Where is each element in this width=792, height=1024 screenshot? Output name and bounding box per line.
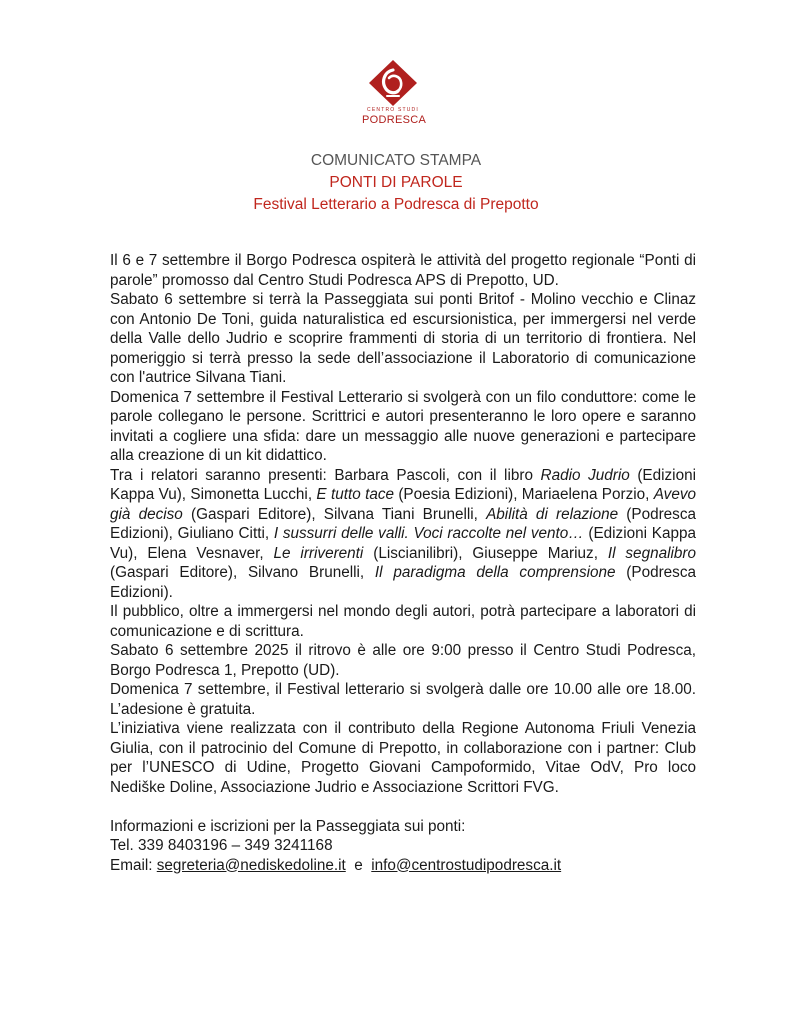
paragraph-meeting: Sabato 6 settembre 2025 il ritrovo è alle ore 9:00 presso il Centro Studi Podresca, Borgo Podresca 1, Prepotto (UD). (110, 642, 696, 679)
speakers-text: (Poesia Edizioni), Mariaelena Porzio, (393, 486, 654, 503)
speakers-text: (Podresca Edizioni). (110, 564, 696, 601)
email-label: Email: (110, 856, 157, 874)
logo-small-text: CENTRO STUDI (367, 107, 419, 113)
paragraph-public: Il pubblico, oltre a immergersi nel mondo degli autori, potrà partecipare a laboratori di comunicazione e di scrittura. (110, 603, 696, 640)
speakers-text: (Edizioni Kappa Vu), Simonetta Lucchi, (110, 466, 696, 503)
speakers-text: (Podresca Edizioni), Giuliano Citti, (110, 505, 696, 542)
book-title: E tutto tace (316, 486, 394, 503)
email-separator: e (345, 856, 372, 874)
paragraph-saturday: Sabato 6 settembre si terrà la Passeggiata sui ponti Britof - Molino vecchio e Clinaz con Antonio De Toni, guida naturalistica ed escursionistica, per immergersi nel verde della Valle dello Judrio e scoprire frammenti di storia di un territorio di frontiera. Nel pomeriggio si terrà presso la sede dell’associazione il Laboratorio di comunicazione con l'autrice Silvana Tiani. (110, 291, 696, 386)
paragraph-festival-hours: Domenica 7 settembre, il Festival letterario si svolgerà dalle ore 10.00 alle ore 18.00. L’adesione è gratuita. (110, 681, 696, 718)
contact-info: Informazioni e iscrizioni per la Passeggiata sui ponti: (110, 817, 466, 835)
book-title: Il segnalibro (607, 544, 696, 562)
book-title: I sussurri delle valli. Voci raccolte nel vento… (273, 525, 584, 542)
book-title: Le irriverenti (273, 544, 364, 562)
email-link-info[interactable]: info@centrostudipodresca.it (371, 856, 562, 874)
paragraph-speakers (110, 466, 696, 603)
logo-emblem-icon (362, 58, 424, 108)
paragraph-intro: Il 6 e 7 settembre il Borgo Podresca ospiterà le attività del progetto regionale “Ponti di parole” promosso dal Centro Studi Podresca APS di Prepotto, UD. (110, 252, 696, 289)
logo-name: PODRESCA (362, 114, 427, 126)
paragraph-sunday: Domenica 7 settembre il Festival Letterario si svolgerà con un filo conduttore: come le parole collegano le persone. Scrittrici e autori presenteranno le loro opere e saranno invitati a cogliere una sfida: dare un messaggio alle nuove generazioni e partecipare alla creazione di un kit didattico. (110, 388, 696, 464)
book-title: Avevo già deciso (110, 486, 696, 523)
contact-email-line (110, 856, 696, 876)
book-title: Abilità di relazione (486, 505, 619, 523)
book-title: Il paradigma della comprensione (374, 564, 616, 581)
email-link-segreteria[interactable]: segreteria@nediskedoline.it (156, 856, 346, 874)
book-title: Radio Judrio (540, 466, 630, 484)
speakers-text: (Gaspari Editore), Silvana Tiani Brunelli, (182, 505, 487, 523)
page-title: PONTI DI PAROLE (329, 174, 463, 191)
press-release-body (110, 251, 696, 875)
speakers-intro: Tra i relatori saranno presenti: Barbara Pascoli, con il libro (110, 466, 541, 484)
centro-studi-podresca-logo (362, 58, 427, 134)
page-subtitle: Festival Letterario a Podresca di Prepotto (253, 196, 539, 213)
press-release-label: COMUNICATO STAMPA (310, 152, 482, 169)
speakers-text: (Gaspari Editore), Silvano Brunelli, (110, 564, 375, 581)
contact-phone: Tel. 339 8403196 – 349 3241168 (110, 837, 333, 854)
paragraph-sponsors: L’iniziativa viene realizzata con il contributo della Regione Autonoma Friuli Venezia Giulia, con il patrocinio del Comune di Prepotto, in collaborazione con i partner: Club per l’UNESCO di Udine, Progetto Giovani Campoformido, Vitae OdV, Pro loco Nediške Doline, Associazione Judrio e Associazione Scrittori FVG. (110, 720, 696, 796)
speakers-text: (Liscianilibri), Giuseppe Mariuz, (363, 544, 608, 562)
speakers-text: (Edizioni Kappa Vu), Elena Vesnaver, (110, 525, 696, 562)
